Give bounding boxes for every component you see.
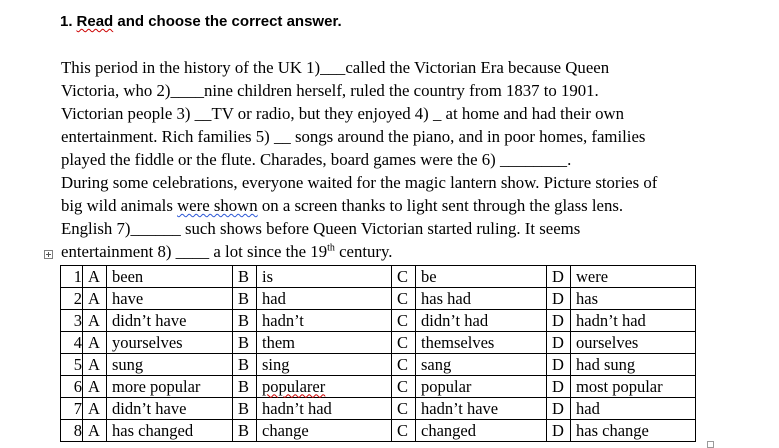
table-resize-handle-icon[interactable] [707, 441, 714, 448]
passage-line-5: played the fiddle or the flute. Charades, board games were the 6) ________. [61, 150, 572, 169]
heading-instruction: and choose the correct answer. [117, 13, 342, 30]
option-letter-d: D [547, 266, 571, 288]
table-row [61, 398, 696, 420]
table-move-handle-icon[interactable] [44, 250, 53, 259]
option-letter-c: C [392, 310, 416, 332]
table-row [61, 288, 696, 310]
option-a-text: more popular [107, 376, 233, 398]
option-letter-d: D [547, 310, 571, 332]
option-letter-c: C [392, 288, 416, 310]
option-letter-a: A [83, 288, 107, 310]
option-c-text: changed [416, 420, 547, 442]
option-a-text: has changed [107, 420, 233, 442]
passage-line-9-start: entertainment 8) ____ a lot since the 19 [61, 242, 328, 261]
passage-line-7 [61, 194, 761, 217]
option-c-text: hadn’t have [416, 398, 547, 420]
table-row [61, 266, 696, 288]
heading-read-word: Read [76, 13, 114, 30]
option-letter-d: D [547, 420, 571, 442]
exercise-heading [60, 12, 342, 32]
option-a-text: didn’t have [107, 310, 233, 332]
grammar-flagged-phrase: were shown [177, 196, 258, 215]
passage-line-8: English 7)______ such shows before Queen Victorian started ruling. It seems [61, 219, 581, 238]
passage-line-1-start: This period in the history of the UK 1) [61, 58, 321, 77]
question-number: 3 [61, 310, 83, 332]
question-number: 7 [61, 398, 83, 420]
option-a-text: been [107, 266, 233, 288]
option-letter-a: A [83, 420, 107, 442]
option-letter-d: D [547, 332, 571, 354]
option-letter-c: C [392, 266, 416, 288]
table-row [61, 376, 696, 398]
table-row [61, 332, 696, 354]
option-b-text: hadn’t [257, 310, 392, 332]
ordinal-suffix: th [327, 242, 335, 254]
option-b-text: is [257, 266, 392, 288]
passage-line-7-end: on a screen thanks to light sent through the glass lens. [257, 196, 624, 215]
option-c-text: themselves [416, 332, 547, 354]
option-c-text: be [416, 266, 547, 288]
option-a-text: have [107, 288, 233, 310]
option-b-text: had [257, 288, 392, 310]
option-d-text: most popular [571, 376, 696, 398]
option-a-text: yourselves [107, 332, 233, 354]
blank-1: ___ [320, 58, 346, 77]
option-letter-c: C [392, 420, 416, 442]
option-letter-d: D [547, 288, 571, 310]
option-b-text: sing [257, 354, 392, 376]
table-row [61, 310, 696, 332]
option-letter-b: B [233, 420, 257, 442]
passage-line-4: entertainment. Rich families 5) __ songs around the piano, and in poor homes, families [61, 127, 646, 146]
option-b-text: hadn’t had [257, 398, 392, 420]
option-a-text: didn’t have [107, 398, 233, 420]
option-letter-a: A [83, 332, 107, 354]
option-letter-c: C [392, 398, 416, 420]
option-c-text: has had [416, 288, 547, 310]
question-number: 6 [61, 376, 83, 398]
option-letter-d: D [547, 398, 571, 420]
option-b-text: them [257, 332, 392, 354]
option-letter-b: B [233, 310, 257, 332]
spelling-flagged-word: popularer [262, 376, 326, 396]
option-letter-c: C [392, 376, 416, 398]
question-number: 5 [61, 354, 83, 376]
passage-line-1-end: called the Victorian Era because Queen [345, 58, 610, 77]
exercise-number: 1. [60, 13, 73, 30]
option-c-text: popular [416, 376, 547, 398]
option-b-text: change [257, 420, 392, 442]
question-number: 4 [61, 332, 83, 354]
passage-text [61, 56, 761, 263]
option-letter-c: C [392, 332, 416, 354]
question-number: 8 [61, 420, 83, 442]
option-b-text [257, 376, 392, 398]
option-letter-a: A [83, 376, 107, 398]
option-letter-b: B [233, 288, 257, 310]
option-d-text: were [571, 266, 696, 288]
option-d-text: had sung [571, 354, 696, 376]
question-number: 1 [61, 266, 83, 288]
option-letter-c: C [392, 354, 416, 376]
passage-line-1 [61, 56, 761, 79]
passage-line-2: Victoria, who 2)____nine children herself, ruled the country from 1837 to 1901. [61, 81, 599, 100]
passage-line-7-start: big wild animals [61, 196, 178, 215]
table-row [61, 354, 696, 376]
option-letter-a: A [83, 266, 107, 288]
answer-options-table [60, 265, 696, 442]
option-letter-b: B [233, 398, 257, 420]
option-letter-d: D [547, 376, 571, 398]
option-letter-a: A [83, 310, 107, 332]
passage-line-3: Victorian people 3) __TV or radio, but they enjoyed 4) _ at home and had their own [61, 104, 625, 123]
option-letter-b: B [233, 354, 257, 376]
option-letter-d: D [547, 354, 571, 376]
option-d-text: has [571, 288, 696, 310]
passage-line-9-end: century. [334, 242, 393, 261]
option-letter-a: A [83, 354, 107, 376]
option-a-text: sung [107, 354, 233, 376]
option-d-text: has change [571, 420, 696, 442]
passage-line-9 [61, 240, 761, 263]
passage-line-6: During some celebrations, everyone waited for the magic lantern show. Picture stories of [61, 173, 658, 192]
option-d-text: ourselves [571, 332, 696, 354]
option-c-text: didn’t had [416, 310, 547, 332]
table-row [61, 420, 696, 442]
option-c-text: sang [416, 354, 547, 376]
option-letter-b: B [233, 266, 257, 288]
question-number: 2 [61, 288, 83, 310]
option-d-text: had [571, 398, 696, 420]
option-letter-b: B [233, 376, 257, 398]
option-d-text: hadn’t had [571, 310, 696, 332]
option-letter-a: A [83, 398, 107, 420]
option-letter-b: B [233, 332, 257, 354]
